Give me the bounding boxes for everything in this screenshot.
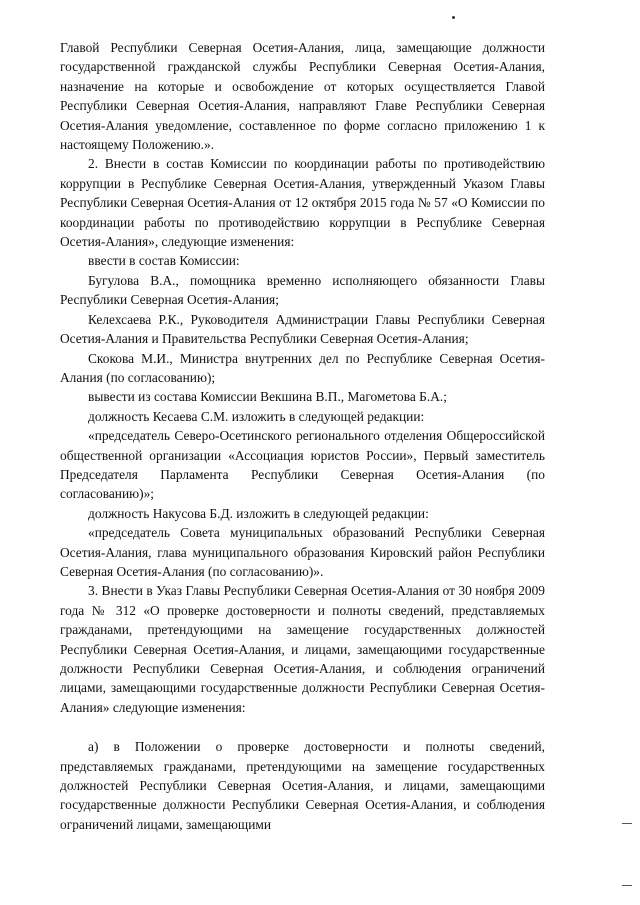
paragraph: 3. Внести в Указ Главы Республики Северная Осетия-Алания от 30 ноября 2009 года № 312 «О проверке достоверности и полноты сведений, представляемых гражданами, претендующими на замещение государственных должностей Республики Северная Осетия-Алания, и лицами, замещающими государственные должности Республики Северная Осетия-Алания, и соблюдения ограничений лицами, замещающими государственные должности Республики Северная Осетия-Алания» следующие изменения:: [60, 583, 545, 715]
paragraph: Бугулова В.А., помощника временно исполняющего обязанности Главы Республики Северная Осетия-Алания;: [60, 272, 545, 308]
document-body: [60, 38, 545, 834]
paragraph: Главой Республики Северная Осетия-Алания, лица, замещающие должности государственной гражданской службы Республики Северная Осетия-Алания, назначение на которые и освобождение от которых осуществляется Главой Республики Северная Осетия-Алания, направляют Главе Республики Северная Осетия-Алания уведомление, составленное по форме согласно приложению 1 к настоящему Положению.».: [60, 40, 545, 153]
paragraph: Скокова М.И., Министра внутренних дел по Республике Северная Осетия-Алания (по согласованию);: [60, 350, 545, 385]
paragraph: «председатель Совета муниципальных образований Республики Северная Осетия-Алания, глава муниципального образования Кировский район Республики Северная Осетия-Алания (по согласованию)».: [60, 525, 545, 579]
paragraph: должность Накусова Б.Д. изложить в следующей редакции:: [88, 505, 429, 521]
paragraph: Келехсаева Р.К., Руководителя Администрации Главы Республики Северная Осетия-Алания и Правительства Республики Северная Осетия-Алания;: [60, 311, 545, 347]
paragraph: ввести в состав Комиссии:: [88, 253, 240, 269]
margin-mark-top: [622, 823, 632, 824]
paragraph: «председатель Северо-Осетинского регионального отделения Общероссийской общественной организации «Ассоциация юристов России», Первый заместитель Председателя Парламента Республики Северная Осетия-Алания (по согласованию)»;: [60, 428, 545, 502]
paragraph-gap: [60, 717, 545, 737]
scan-speck: [452, 16, 455, 19]
paragraph: 2. Внести в состав Комиссии по координации работы по противодействию коррупции в Республике Северная Осетия-Алания, утвержденный Указом Главы Республики Северная Осетия-Алания от 12 октября 2015 года № 57 «О Комиссии по координации работы по противодействию коррупции в Республике Северная Осетия-Алания», следующие изменения:: [60, 156, 545, 250]
paragraph: вывести из состава Комиссии Векшина В.П., Магометова Б.А.;: [88, 389, 447, 405]
paragraph: а) в Положении о проверке достоверности и полноты сведений, представляемых гражданами, претендующими на замещение государственных должностей Республики Северная Осетия-Алания, и лицами, замещающими государственные должности Республики Северная Осетия-Алания, и соблюдения ограничений лицами, замещающими: [60, 739, 545, 832]
paragraph: должность Кесаева С.М. изложить в следующей редакции:: [88, 408, 425, 424]
margin-mark-bottom: [622, 885, 632, 886]
